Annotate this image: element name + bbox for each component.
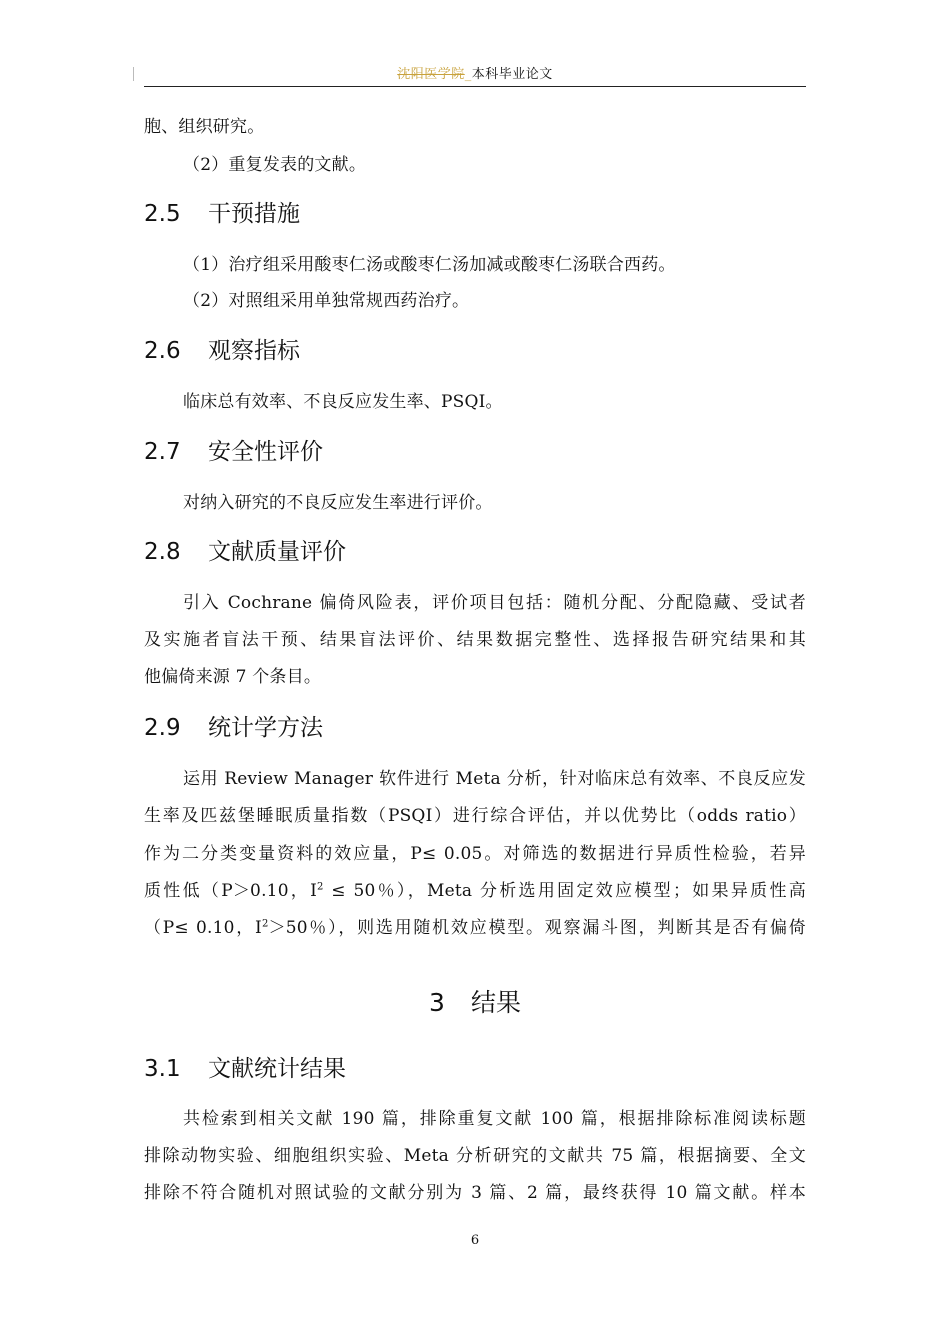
paragraph-continuation: 胞、组织研究。: [144, 117, 265, 137]
chapter-title: 结果: [470, 988, 521, 1017]
text-line: 运用 Review Manager 软件进行 Meta 分析，针对临床总有效率、不良反应发: [183, 769, 806, 789]
text-segment: ≤ 50％），Meta 分析选用固定效应模型；如果异质性高: [323, 881, 806, 901]
text-line-with-superscript: [144, 873, 806, 910]
superscript: 2: [317, 881, 324, 893]
section-title: 干预措施: [208, 201, 300, 227]
text-line: 他偏倚来源 7 个条目。: [144, 667, 322, 687]
header-title: 本科毕业论文: [471, 67, 553, 82]
text-line: 排除不符合随机对照试验的文献分别为 3 篇、2 篇，最终获得 10 篇文献。样本: [144, 1183, 806, 1203]
page-number: 6: [470, 1233, 480, 1248]
section-heading-2-8: [144, 537, 346, 567]
chapter-heading-3: [144, 987, 806, 1019]
text-line: 临床总有效率、不良反应发生率、PSQI。: [183, 392, 503, 412]
section-number: 2.6: [144, 338, 181, 364]
text-line: 对纳入研究的不良反应发生率进行评价。: [183, 493, 493, 513]
text-line: （1）治疗组采用酸枣仁汤或酸枣仁汤加减或酸枣仁汤联合西药。: [183, 255, 676, 275]
section-heading-2-5: [144, 199, 300, 229]
section-title: 文献质量评价: [208, 539, 346, 565]
section-heading-2-6: [144, 336, 300, 366]
section-number: 2.5: [144, 201, 181, 227]
header-separator: _: [464, 67, 472, 82]
text-segment: ＞50％），则选用随机效应模型。观察漏斗图，判断其是否有偏倚: [268, 918, 806, 938]
text-line: 共检索到相关文献 190 篇，排除重复文献 100 篇，根据排除标准阅读标题: [183, 1109, 806, 1129]
text-segment: 质性低（P＞0.10，I: [144, 881, 318, 901]
section-title: 统计学方法: [208, 715, 323, 741]
section-number: 2.7: [144, 439, 181, 465]
header-rule: [144, 86, 806, 87]
header-school: 沈阳医学院: [397, 67, 465, 82]
section-heading-2-9: [144, 713, 323, 743]
section-heading-2-7: [144, 437, 323, 467]
text-line: （2）对照组采用单独常规西药治疗。: [183, 291, 470, 311]
section-number: 2.9: [144, 715, 181, 741]
text-segment: （P≤ 0.10，I: [144, 918, 262, 938]
section-number: 2.8: [144, 539, 181, 565]
chapter-number: 3: [429, 988, 445, 1017]
text-line: 引入 Cochrane 偏倚风险表，评价项目包括：随机分配、分配隐藏、受试者: [183, 593, 806, 613]
superscript: 2: [261, 918, 269, 930]
text-line-with-superscript: [144, 910, 806, 947]
section-title: 安全性评价: [208, 439, 323, 465]
text-line: 及实施者盲法干预、结果盲法评价、结果数据完整性、选择报告研究结果和其: [144, 630, 806, 650]
section-title: 文献统计结果: [208, 1056, 346, 1082]
text-line: 排除动物实验、细胞组织实验、Meta 分析研究的文献共 75 篇，根据摘要、全文: [144, 1146, 806, 1166]
exclusion-item-2: （2）重复发表的文献。: [183, 155, 367, 175]
page-header: [144, 66, 806, 84]
section-heading-3-1: [144, 1054, 346, 1084]
section-title: 观察指标: [208, 338, 300, 364]
text-line: 生率及匹兹堡睡眠质量指数（PSQI）进行综合评估，并以优势比（odds ratio）: [144, 806, 806, 826]
section-number: 3.1: [144, 1056, 181, 1082]
text-line: 作为二分类变量资料的效应量，P≤ 0.05。对筛选的数据进行异质性检验，若异: [144, 844, 806, 864]
header-margin-mark: [133, 67, 134, 81]
